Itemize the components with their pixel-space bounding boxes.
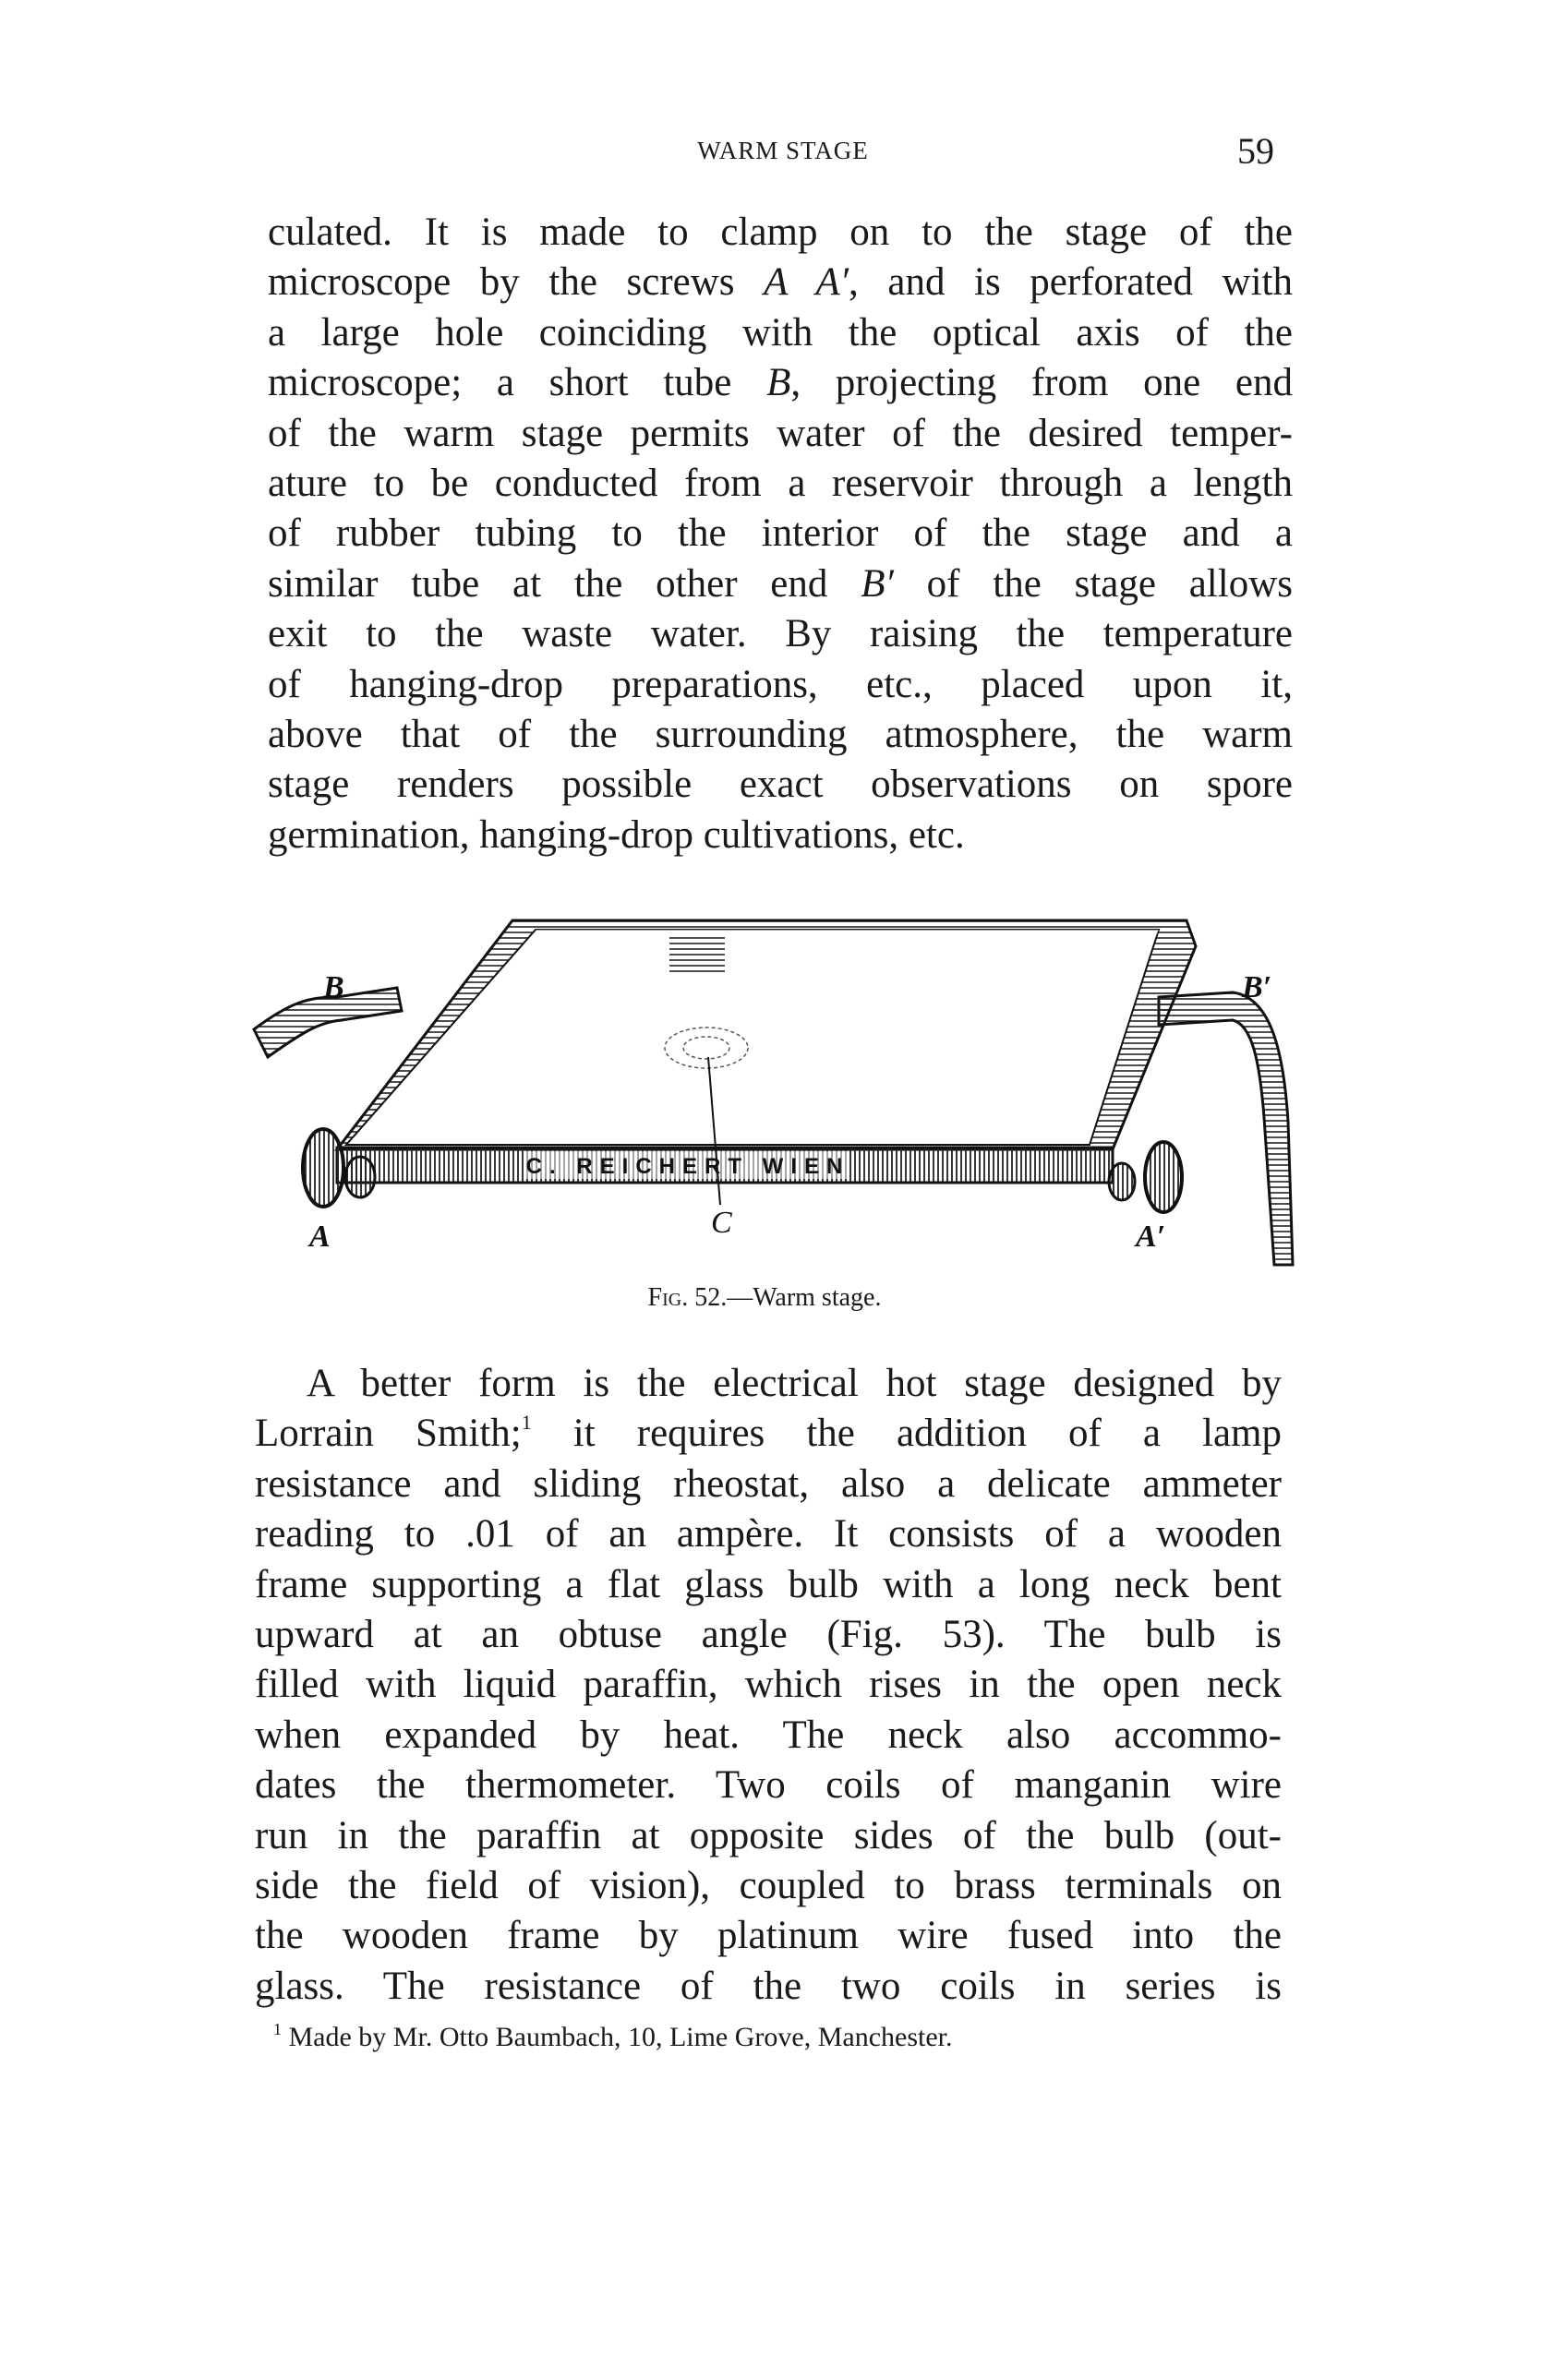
text-line: exit to the waste water. By raising the temperature bbox=[268, 612, 1293, 656]
tube-b-prime bbox=[1159, 992, 1293, 1265]
text-line: of the warm stage permits water of the desired temper- bbox=[268, 411, 1293, 455]
caption-prefix: Fig. 52. bbox=[647, 1283, 728, 1312]
page-number: 59 bbox=[1237, 130, 1274, 172]
text-line: a large hole coinciding with the optical axis of the bbox=[268, 310, 1293, 355]
text-line: reading to .01 of an ampère. It consists of a wooden bbox=[255, 1512, 1282, 1557]
text-line: when expanded by heat. The neck also accommo- bbox=[255, 1713, 1282, 1757]
screw-a bbox=[303, 1129, 343, 1207]
text-line: frame supporting a flat glass bulb with a long neck bent bbox=[255, 1562, 1282, 1606]
text-line: microscope; a short tube B, projecting from one end bbox=[268, 361, 1293, 405]
caption-text: —Warm stage. bbox=[727, 1283, 882, 1312]
text-line: resistance and sliding rheostat, also a delicate ammeter bbox=[255, 1461, 1282, 1506]
screw-a-prime bbox=[1145, 1142, 1182, 1212]
text-line: similar tube at the other end B′ of the stage allows bbox=[268, 561, 1293, 606]
text-line: culated. It is made to clamp on to the stage of the bbox=[268, 210, 1293, 254]
figure-caption bbox=[0, 1283, 1529, 1313]
text-line: germination, hanging-drop cultivations, etc. bbox=[268, 812, 965, 857]
label-b-prime: B′ bbox=[1242, 970, 1272, 1004]
footnote-ref: 1 bbox=[521, 1411, 532, 1435]
text-line: A better form is the electrical hot stage designed by bbox=[307, 1362, 1282, 1405]
label-a: A bbox=[309, 1220, 331, 1254]
text-line: the wooden frame by platinum wire fused into the bbox=[255, 1914, 1282, 1958]
footnote bbox=[273, 2022, 953, 2053]
figure-warm-stage bbox=[235, 909, 1307, 1279]
label-a-prime: A′ bbox=[1136, 1220, 1166, 1254]
paragraph-2 bbox=[255, 1359, 1282, 2012]
footnote-text: Made by Mr. Otto Baumbach, 10, Lime Grove, Manchester. bbox=[288, 2022, 953, 2052]
text-line: stage renders possible exact observations on spore bbox=[268, 763, 1293, 807]
text-line: Lorrain Smith;$^1$ it requires the addition of a lamp bbox=[255, 1411, 1282, 1456]
text-line: ature to be conducted from a reservoir through a length bbox=[268, 461, 1293, 505]
text-line: side the field of vision), coupled to brass terminals on bbox=[255, 1863, 1282, 1907]
text-line: run in the paraffin at opposite sides of the bulb (out- bbox=[255, 1813, 1282, 1857]
text-line: of rubber tubing to the interior of the stage and a bbox=[268, 511, 1293, 556]
text-line: upward at an obtuse angle (Fig. 53). The bulb is bbox=[255, 1612, 1282, 1656]
text-line: of hanging-drop preparations, etc., placed upon it, bbox=[268, 662, 1293, 706]
label-c: C bbox=[711, 1206, 732, 1240]
label-b: B bbox=[323, 970, 344, 1004]
paragraph-1 bbox=[268, 208, 1293, 860]
text-line: filled with liquid paraffin, which rises in the open neck bbox=[255, 1663, 1282, 1707]
running-head: WARM STAGE bbox=[697, 137, 869, 164]
footnote-marker: 1 bbox=[273, 2020, 282, 2038]
maker-inscription: C. REICHERT WIEN bbox=[525, 1154, 850, 1179]
text-line: above that of the surrounding atmosphere, the warm bbox=[268, 712, 1293, 756]
text-line: microscope by the screws A A′, and is perforated with bbox=[268, 260, 1293, 305]
text-line: glass. The resistance of the two coils in series is bbox=[255, 1964, 1282, 2008]
text-line: dates the thermometer. Two coils of manganin wire bbox=[255, 1763, 1282, 1808]
